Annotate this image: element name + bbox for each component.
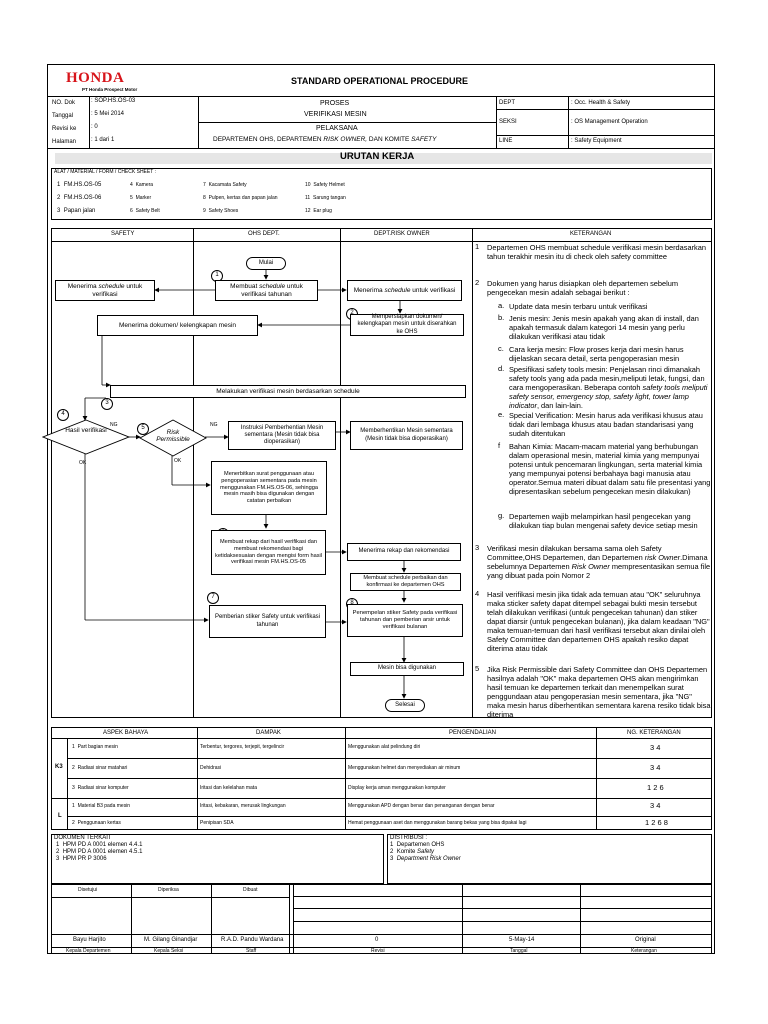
approval-position: Kepala Seksi (154, 948, 184, 954)
note-number: 2 (475, 278, 480, 287)
table-row: 2 Radiasi sinar matahari (72, 765, 128, 771)
safety-receive-schedule-box: Menerima schedule untuk verifikasi (55, 280, 155, 301)
distribution-heading: DISTRIBUSI : (390, 835, 428, 841)
meta-label-line: LINE (499, 138, 513, 144)
tool-item: 6 Safety Belt (130, 208, 160, 214)
risk-apply-sticker-box: Penempelan stiker Safety pada verifikasi tahunan dan pemberian arsir untuk verifikasi bulanan (347, 604, 463, 637)
note-2: Dokumen yang harus disiapkan oleh departemen sebelum pengecekan mesin adalah sebagai berikut : (487, 279, 679, 298)
tool-item: 7 Kacamata Safety (203, 182, 247, 188)
table-cell: 3 4 (650, 763, 661, 772)
table-cell: 3 4 (650, 801, 661, 810)
approval-position: Kepala Departemen (66, 948, 111, 954)
note-letter: d. (498, 364, 505, 373)
note-3: Verifikasi mesin dilakukan bersama sama oleh Safety Committee,OHS Departemen, dan Departemen risk Owner.Dimana sebelumnya Departemen Risk Owner mempresentasikan semua file yang dibuat pada poin Nomor 2 (487, 544, 711, 581)
step-number: 3 (101, 398, 113, 410)
ohs-receive-docs-box: Menerima dokumen/ kelengkapan mesin (97, 315, 258, 336)
meta-label-nodok: NO. Dok (52, 100, 76, 106)
tool-item: 8 Pulpen, kertas dan papan jalan (203, 195, 278, 201)
meta-label-seksi: SEKSI (499, 119, 517, 125)
table-cell: Dehidrasi (200, 765, 222, 771)
tools-heading: ALAT / MATERIAL / FORM / CHECK SHEET : (54, 169, 156, 175)
note-2f: Bahan Kimia: Macam-macam material yang berhubungan dalam operasional mesin, material kimia yang mempunyai potensi untuk pencemaran lingkungan, serta material kimia yang mempunyai potensi berbahaya bagi manusia atau operator.Semua materi dibuat dalam satu file presentasi yang dipresentasikan sebelum pengecekan mesin dilakukan) (509, 442, 711, 497)
tool-item: 5 Marker (130, 195, 152, 201)
note-number: 3 (475, 543, 480, 552)
hazard-header-aspek: ASPEK BAHAYA (103, 730, 149, 736)
meta-value-dept: : Occ. Health & Safety (571, 100, 631, 106)
label-ng: NG (110, 422, 118, 428)
label-ok: OK (79, 460, 87, 466)
table-cell: 3 4 (650, 743, 661, 752)
note-2d: Spesifikasi safety tools mesin: Penjelasan rinci dimanakah safety tools yang ada pada mesin,meliputi letak, fungsi, dan cara mengoperasikan. Beberapa contoh safety tools meliputi safety sensor, emergency stop, safety light, tower lamp indicator, dan lain-lain. (509, 365, 708, 411)
risk-receive-schedule-box: Menerima schedule untuk verifikasi (347, 280, 462, 301)
table-cell: Display kerja aman menggunakan komputer (348, 785, 446, 791)
list-item: 2 HPM PD A 0001 elemen 4.5.1 (56, 849, 143, 855)
table-cell: Menggunakan APD dengan benar dan penanganan dengan benar (348, 803, 495, 809)
approval-role: Dibuat (243, 887, 258, 893)
doc-title: STANDARD OPERATIONAL PROCEDURE (291, 76, 469, 86)
note-letter: e. (498, 410, 505, 419)
note-letter: g. (498, 511, 505, 520)
decision-risk-label: Risk Permissible (156, 429, 190, 444)
pelaksana-label: PELAKSANA (316, 125, 358, 132)
meta-label-halaman: Halaman (52, 139, 77, 145)
label-ok: OK (174, 458, 182, 464)
table-cell: 1 2 6 (647, 783, 664, 792)
hazard-group-l: L (58, 813, 62, 819)
meta-value-nodok: : SOP.HS.OS-03 (91, 98, 136, 104)
company-name: PT Honda Prospect Motor (82, 87, 138, 92)
step-number: 7 (207, 592, 219, 604)
note-2g: Departemen wajib melampirkan hasil pengecekan yang dilakukan tiap bulan mengenai safety device setiap mesin (509, 512, 698, 531)
col-header-risk-owner: DEPT.RISK OWNER (374, 231, 430, 237)
note-number: 5 (475, 664, 480, 673)
hazard-header-dampak: DAMPAK (256, 730, 281, 736)
ohs-sticker-box: Pemberian stiker Safety untuk verifikasi tahunan (209, 605, 326, 638)
hazard-header-pengendalian: PENGENDALIAN (449, 730, 497, 736)
col-header-safety: SAFETY (111, 231, 135, 237)
note-1: Departemen OHS membuat schedule verifikasi mesin berdasarkan tahun terakhir mesin itu di check oleh safety committee (487, 243, 706, 262)
approval-position: Staff (246, 948, 257, 954)
note-4: Hasil verifikasi mesin jika tidak ada temuan atau "OK" seluruhnya maka sticker safety dapat ditempel sebagai bukti mesin tersebut telah dilakukan verifikasi (untuk pengecekan tahunan) dan stiker dapat diarsir (untuk pengecekan bulanan), jika dalam keadaan "NG" maka temuan-temuan dari hasil verifikasi tersebut akan dinilai oleh Safety Committee dan departemen OHS apakah resiko dapat diterima atau tidak (487, 590, 710, 654)
table-row: 2 Penggunaan kertas (72, 820, 121, 826)
note-letter: a. (498, 301, 505, 310)
meta-label-revisi: Revisi ke (52, 126, 77, 132)
table-row: 1 Part bagian mesin (72, 744, 118, 750)
approval-name: Bayu Harjito (73, 937, 106, 943)
revision-value: 0 (375, 937, 379, 943)
revision-value: 5-May-14 (509, 937, 535, 943)
tool-item: 3 Papan jalan (57, 208, 96, 214)
step-number: 1 (211, 270, 223, 282)
revision-header: Keterangan (631, 948, 657, 954)
tool-item: 2 FM.HS.OS-06 (57, 195, 102, 201)
tool-item: 12 Ear plug (305, 208, 332, 214)
tool-item: 4 Kamera (130, 182, 154, 188)
ohs-make-schedule-box: Membuat schedule untuk verifikasi tahunan (215, 280, 318, 301)
table-cell: Terbentur, tergores, terjepit, tergelincir (200, 744, 285, 750)
tool-item: 10 Safety Helmet (305, 182, 345, 188)
table-cell: Menggunakan helmet dan menyediakan air minum (348, 765, 461, 771)
meta-value-line: : Safety Equipment (571, 138, 622, 144)
table-row: 1 Material B3 pada mesin (72, 803, 131, 809)
risk-prepare-docs-box: Mempersiapkan dokumen/ kelengkapan mesin untuk diserahkan ke OHS (350, 314, 464, 336)
list-item: 1 HPM PD A 0001 elemen 4.4.1 (56, 842, 143, 848)
meta-label-tanggal: Tanggal (52, 113, 74, 119)
revision-value: Original (635, 937, 656, 943)
approval-role: Diperiksa (158, 887, 179, 893)
col-header-keterangan: KETERANGAN (570, 231, 612, 237)
col-header-ohs: OHS DEPT. (248, 231, 280, 237)
proses-label: PROSES (320, 100, 350, 107)
meta-value-seksi: : OS Management Operation (571, 119, 648, 125)
risk-machine-usable-box: Mesin bisa digunakan (350, 662, 464, 676)
pelaksana-value: DEPARTEMEN OHS, DEPARTEMEN RISK OWNER, DAN KOMITE SAFETY (213, 136, 437, 143)
note-number: 1 (475, 242, 480, 251)
meta-value-revisi: : 0 (91, 124, 98, 130)
table-row: 3 Radiasi sinar komputer (72, 785, 129, 791)
risk-schedule-fix-box: Membuat schedule perbaikan dan konfirmasi ke departemen OHS (350, 573, 461, 591)
approval-name: R.A.D. Pandu Wardana (221, 937, 284, 943)
tool-item: 1 FM.HS.OS-05 (57, 182, 102, 188)
hazard-header-keterangan: NG. KETERANGAN (627, 730, 681, 736)
note-letter: c. (498, 344, 504, 353)
flow-end: Selesai (385, 699, 425, 712)
list-item: 3 HPM PR P 3006 (56, 856, 107, 862)
note-2c: Cara kerja mesin: Flow proses kerja dari mesin harus dijelaskan secara detail, serta pengoperasian mesin (509, 345, 684, 364)
approval-role: Disetujui (78, 887, 98, 893)
table-cell: Menggunakan alat pelindung diri (348, 744, 421, 750)
tool-item: 9 Safety Shoes (203, 208, 239, 214)
list-item: 3 Department Risk Owner (390, 856, 461, 862)
table-cell: 1 2 6 8 (645, 818, 668, 827)
ohs-temp-letter-box: Menerbitkan surat penggunaan atau pengoperasian sementara pada mesin menggunakan FM.HS.OS-06, sehingga mesin masih bisa digunakan dengan catatan perbaikan (211, 461, 327, 515)
ohs-recap-box: Membuat rekap dari hasil verifikasi dan membuat rekomendasi bagi ketidaksesuaian dengan mengisi form hasil verifikasi mesin FM.HS.OS-05 (211, 530, 326, 575)
verify-bar: Melakukan verifikasi mesin berdasarkan schedule (110, 385, 466, 398)
risk-receive-recap-box: Menerima rekap dan rekomendasi (347, 543, 461, 561)
note-letter: f (498, 441, 501, 450)
list-item: 1 Departemen OHS (390, 842, 445, 848)
meta-label-dept: DEPT (499, 100, 516, 106)
note-2e: Special Verification: Mesin harus ada verifikasi khusus atau tidak dari lembaga khusus atau badan standarisasi yang sudah ditentukan (509, 411, 703, 439)
note-2a: Update data mesin terbaru untuk verifikasi (509, 302, 648, 311)
table-cell: Hemat penggunaan aset dan menggunakan barang bekas yang bisa dipakai lagi (348, 820, 527, 826)
section-title: URUTAN KERJA (340, 151, 415, 162)
meta-value-halaman: : 1 dari 1 (91, 137, 115, 143)
approval-name: M. Gilang Ginandjar (144, 937, 198, 943)
flow-start: Mulai (246, 257, 286, 270)
company-logo: HONDA (66, 70, 125, 86)
revision-header: Tanggal (510, 948, 528, 954)
tool-item: 11 Sarung tangan (305, 195, 346, 201)
step-number: 4 (57, 409, 69, 421)
related-docs-heading: DOKUMEN TERKAIT (54, 835, 112, 841)
revision-header: Revisi (371, 948, 385, 954)
list-item: 2 Komite Safety (390, 849, 435, 855)
note-letter: b. (498, 313, 505, 322)
table-cell: Penipisan SDA (200, 820, 234, 826)
decision-hasil-label: Hasil verifikasi (65, 427, 107, 434)
step-number: 5 (137, 423, 149, 435)
note-number: 4 (475, 589, 480, 598)
note-5: Jika Risk Permissible dari Safety Committee dan OHS Departemen hasilnya adalah "OK" maka departemen OHS akan mengirimkan hasil temuan ke departemen terkait dan menempelkan surat penggundaan atau pengoperasian mesin sementara, jika "NG" maka mesin harus diberhentikan sementara karena resiko tidak bisa diterima (487, 665, 711, 720)
label-ng: NG (210, 422, 218, 428)
proses-value: VERIFIKASI MESIN (304, 111, 367, 118)
table-cell: Iritasi dan kelelahan mata (200, 785, 257, 791)
hazard-group-k3: K3 (55, 764, 63, 770)
ohs-instruct-stop-box: Instruksi Pemberhentian Mesin sementara (Mesin tidak bisa dioperasikan) (228, 421, 336, 450)
table-cell: Iritasi, kebakaran, merusak lingkungan (200, 803, 286, 809)
meta-value-tanggal: : 5 Mei 2014 (91, 111, 125, 117)
risk-stop-machine-box: Memberhentikan Mesin sementara (Mesin tidak bisa dioperasikan) (350, 421, 463, 450)
note-2b: Jenis mesin: Jenis mesin apakah yang akan di install, dan apakah termasuk dalam kategori 14 mesin yang perlu dilakukan verifikasi atau tidak (509, 314, 699, 342)
